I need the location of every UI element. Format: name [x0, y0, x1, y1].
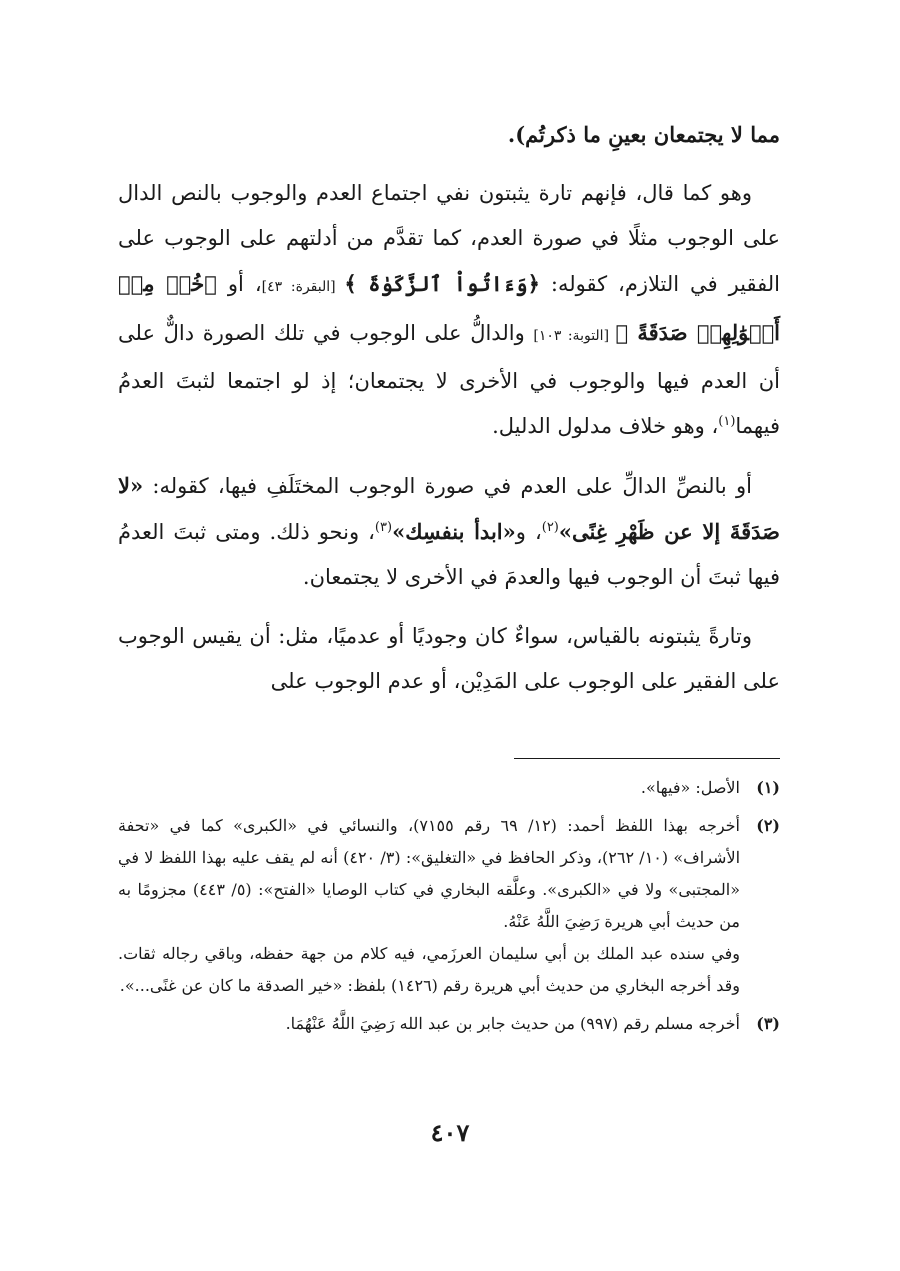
verse-reference-baqarah: [البقرة: ٤٣] [261, 279, 345, 295]
footnote-marker-1[interactable]: (١) [718, 414, 736, 429]
footnote-2-body [118, 810, 740, 1002]
footnote-3 [118, 1008, 780, 1040]
paragraph-2 [118, 171, 780, 449]
footnote-2 [118, 810, 780, 1002]
footnote-1-body [118, 772, 740, 804]
paragraph-4 [118, 614, 780, 704]
quran-verse-sadaqah: ﴿خُذۡ مِنۡ أَمۡوَٰلِهِمۡ صَدَقَةً ﴾ [118, 271, 781, 345]
page-number: ٤٠٧ [430, 1118, 470, 1147]
footnote-1-line-1: الأصل: «فيها». [640, 778, 740, 797]
footnote-marker-3[interactable]: (٣) [374, 520, 393, 535]
footnote-3-body [118, 1008, 740, 1040]
footnote-2-line-2: وفي سنده عبد الملك بن أبي سليمان العرزَمي، فيه كلام من جهة حفظه، وباقي رجاله ثقات. وقد أخرجه البخاري من حديث أبي هريرة رقم (١٤٢٦) بلفظ: «خير الصدقة ما كان عن غنًى...». [118, 944, 740, 995]
paragraph-1 [118, 112, 780, 157]
hadith-quote-1: «لا صَدَقَةَ إلا عن ظَهْرِ غِنًى» [118, 473, 780, 544]
paragraph-4-text: وتارةً يثبتونه بالقياس، سواءٌ كان وجوديًا أو عدميًا، مثل: أن يقيس الوجوب على الفقير على الوجوب على المَدِيْن، أو عدم الوجوب على [118, 624, 780, 693]
footnote-3-number: (٣) [756, 1014, 780, 1033]
paragraph-3-text-2: ، و [515, 520, 542, 544]
paragraph-3 [118, 463, 780, 600]
paragraph-2-text-1: وهو كما قال، فإنهم تارة يثبتون نفي اجتماع العدم والوجوب بالنص الدال على الوجوب مثلًا في صورة العدم، كما تقدَّم من أدلتهم على الوجوب على الفقير في التلازم، كقوله: [118, 181, 780, 296]
paragraph-2-text-4: ، وهو خلاف مدلول الدليل. [492, 414, 719, 438]
footnotes [118, 772, 780, 1046]
quran-verse-zakat: ﴿وَءَاتُواْ ٱلزَّكَوٰةَ ﴾ [344, 271, 540, 296]
footnote-2-line-1: أخرجه بهذا اللفظ أحمد: (١٢/ ٦٩ رقم ٧١٥٥)، والنسائي في «الكبرى» كما في «تحفة الأشراف» (١٠/ ٢٦٢)، وذكر الحافظ في «التغليق»: (٣/ ٤٢٠) أنه لم يقف عليه بهذا اللفظ لا في «المجتبى» ولا في «الكبرى». وعلَّقه البخاري في كتاب الوصايا «الفتح»: (٥/ ٤٤٣) مجزومًا به من حديث أبي هريرة رَضِيَ اللَّهُ عَنْهُ. [118, 816, 741, 931]
verse-reference-tawbah: [التوبة: ١٠٣] [533, 328, 616, 344]
paragraph-2-text-3: والدالُّ على الوجوب في تلك الصورة دالٌّ على أن العدم فيها والوجوب في الأخرى لا يجتمعان؛ إذ لو اجتمعا لثبتَ العدمُ فيهما [118, 321, 780, 438]
footnote-1-number: (١) [756, 778, 780, 797]
footnote-separator [514, 758, 780, 759]
footnote-2-number: (٢) [756, 816, 780, 835]
paragraph-3-text-1: أو بالنصِّ الدالِّ على العدم في صورة الوجوب المختَلَفِ فيها، كقوله: [143, 474, 752, 498]
paragraph-1-text: مما لا يجتمعان بعينِ ما ذكرتُم). [507, 122, 780, 147]
main-text [118, 112, 780, 718]
paragraph-2-text-2: ، أو [216, 272, 262, 296]
footnote-1 [118, 772, 780, 804]
hadith-quote-2: «ابدأ بنفسِك» [392, 519, 516, 544]
footnote-3-line-1: أخرجه مسلم رقم (٩٩٧) من حديث جابر بن عبد الله رَضِيَ اللَّهُ عَنْهُمَا. [285, 1014, 740, 1033]
paragraph-3-text-3: ، ونحو ذلك. ومتى ثبتَ العدمُ فيها ثبتَ أن الوجوب فيها والعدمَ في الأخرى لا يجتمعان. [118, 520, 780, 589]
footnote-marker-2[interactable]: (٢) [541, 520, 559, 535]
